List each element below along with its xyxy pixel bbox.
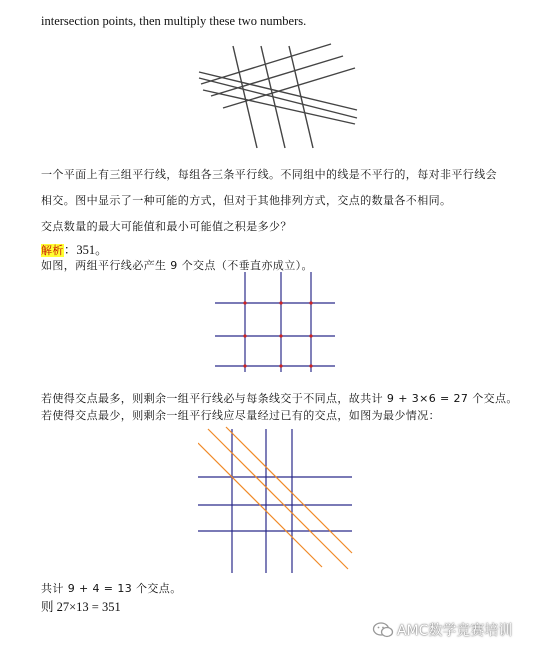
answer-value: ：351。: [63, 243, 108, 257]
answer-label: 解析: [41, 244, 64, 257]
watermark-text: AMC数学竞赛培训: [397, 623, 513, 639]
figure-grid-two-sets: [215, 272, 337, 372]
total-line: 共计 9 + 4 = 13 个交点。: [41, 582, 182, 595]
final-line: 则 27×13 = 351: [41, 600, 121, 614]
intro-line: intersection points, then multiply these two numbers.: [41, 14, 307, 28]
question-line: 交点数量的最大可能值和最小可能值之积是多少？: [41, 220, 292, 233]
figure-minimum-case: [198, 425, 356, 575]
figure-three-parallel-sets: [195, 38, 360, 150]
wechat-icon: [372, 621, 394, 639]
para1-line2: 相交。图中显示了一种可能的方式，但对于其他排列方式，交点的数量各不相同。: [41, 194, 452, 207]
answer-line: [41, 240, 108, 258]
explain-line-2: 若使得交点最多，则剩余一组平行线必与每条线交于不同点，故共计 9 + 3×6 = 27 个交点。: [41, 392, 518, 405]
explain-line-3: 若使得交点最少，则剩余一组平行线应尽量经过已有的交点，如图为最少情况：: [41, 409, 440, 422]
explain-line-1: 如图，两组平行线必产生 9 个交点（不垂直亦成立）。: [41, 259, 313, 272]
para1-line1: 一个平面上有三组平行线，每组各三条平行线。不同组中的线是不平行的，每对非平行线会: [41, 168, 497, 181]
